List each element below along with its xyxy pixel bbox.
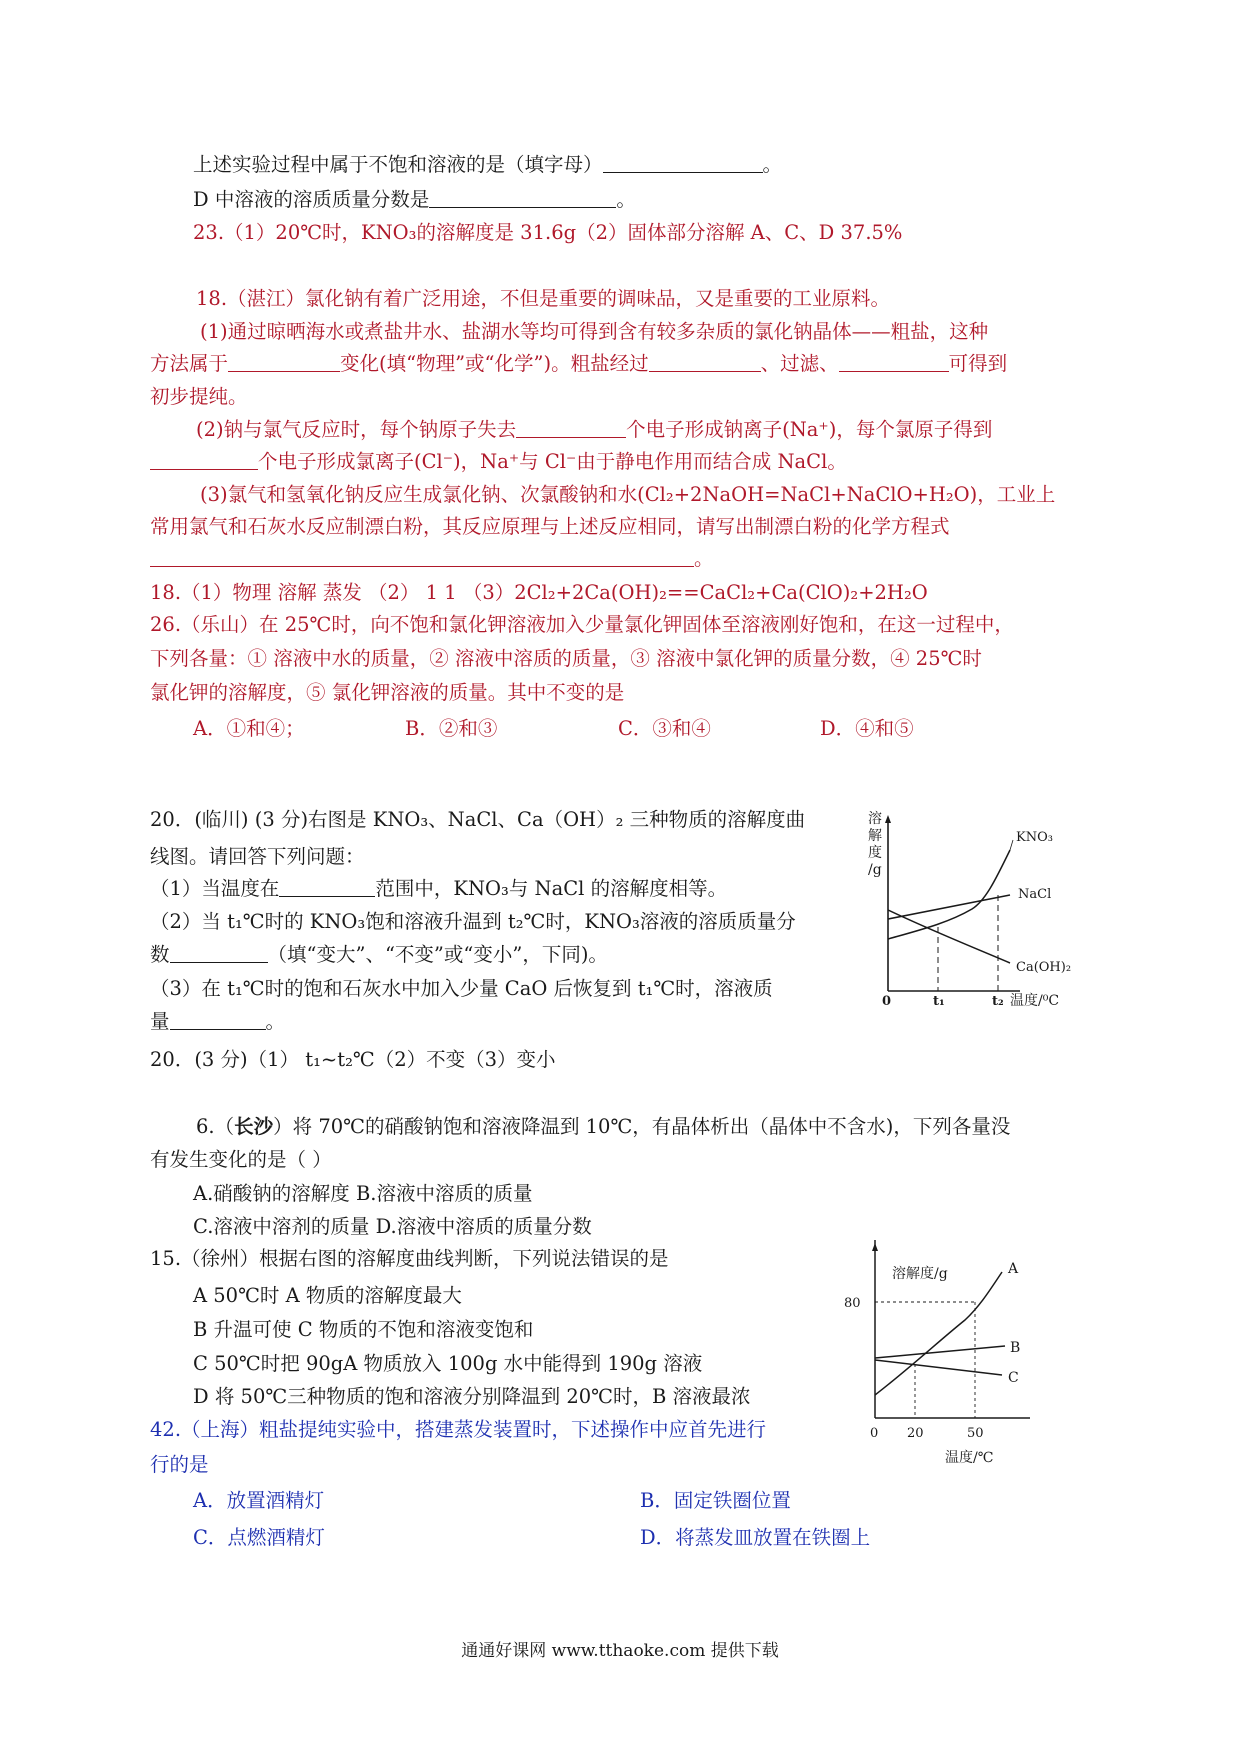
q6-line2: 有发生变化的是（ ）: [150, 1148, 332, 1171]
chart2-label-b: B: [1010, 1340, 1021, 1356]
q15-option-b: B 升温可使 C 物质的不饱和溶液变饱和: [193, 1318, 534, 1341]
q20-l5-text-b: （填“变大”、“不变”或“变小”，下同)。: [267, 943, 608, 966]
answer-blank: [279, 876, 375, 897]
chart2-x0: 0: [870, 1426, 879, 1441]
solubility-chart-2: [840, 1240, 1045, 1470]
q42-option-d: D．将蒸发皿放置在铁圈上: [640, 1526, 871, 1549]
chart2-ylabel: 溶解度/g: [892, 1266, 948, 1282]
q18-title: 18.（湛江）氯化钠有着广泛用途，不但是重要的调味品，又是重要的工业原料。: [196, 287, 891, 310]
chart2-label-c: C: [1008, 1370, 1019, 1386]
q26-line1: 26.（乐山）在 25℃时，向不饱和氯化钾溶液加入少量氯化钾固体至溶液刚好饱和，在这一过程中，: [150, 613, 1014, 636]
chart1-t2-label: t₂: [992, 994, 1004, 1009]
q18-p3-line2: 常用氯气和石灰水反应制漂白粉，其反应原理与上述反应相同，请写出制漂白粉的化学方程式: [150, 515, 950, 538]
q26-line3: 氯化钾的溶解度，⑤ 氯化钾溶液的质量。其中不变的是: [150, 681, 625, 704]
answer-blank: [839, 351, 949, 372]
q42-line1: 42.（上海）粗盐提纯实验中，搭建蒸发装置时，下述操作中应首先进行: [150, 1418, 767, 1441]
q20-l5-text-a: 数: [150, 943, 170, 966]
q26-option-a: A．①和④；: [193, 717, 305, 740]
chart1-y-arrow: [885, 815, 891, 823]
q20-line1: 20．(临川) (3 分)右图是 KNO₃、NaCl、Ca（OH）₂ 三种物质的溶解度曲: [150, 808, 806, 831]
q23-line1-text: 上述实验过程中属于不饱和溶液的是（填字母）: [193, 153, 603, 176]
q20-line5: [150, 941, 608, 969]
answer-blank: [228, 351, 340, 372]
answer-blank: [170, 1009, 266, 1030]
q18-answer: 18.（1）物理 溶解 蒸发 （2） 1 1 （3）2Cl₂+2Ca(OH)₂==CaCl₂+Ca(ClO)₂+2H₂O: [150, 581, 928, 604]
answer-blank: [150, 449, 258, 470]
q26-line2: 下列各量：① 溶液中水的质量，② 溶液中溶质的质量，③ 溶液中氯化钾的质量分数，④ 25℃时: [150, 647, 982, 670]
chart2-curve-c: [875, 1360, 1002, 1375]
q23-line2: [193, 186, 636, 214]
q42-option-c: C．点燃酒精灯: [193, 1526, 325, 1549]
chart1-nacl-curve: [888, 895, 1010, 919]
q18-p1-line1: (1)通过晾晒海水或煮盐井水、盐湖水等均可得到含有较多杂质的氯化钠晶体——粗盐，这种: [200, 320, 989, 343]
chart1-kno3-curve: [888, 850, 1010, 939]
q20-line3: [150, 875, 727, 903]
q23-line2-end: 。: [616, 188, 636, 211]
q18-p2-text-b: 个电子形成钠离子(Na⁺)，每个氯原子得到: [626, 418, 993, 441]
chart1-label-kno3: KNO₃: [1016, 830, 1053, 845]
q20-l3-text-b: 范围中，KNO₃与 NaCl 的溶解度相等。: [375, 877, 728, 900]
chart1-ylabel-1: 溶: [868, 811, 882, 827]
q18-p1-line3: 初步提纯。: [150, 385, 248, 408]
q42-option-b: B．固定铁圈位置: [640, 1489, 791, 1512]
chart1-xlabel: 温度/⁰C: [1010, 993, 1060, 1009]
q15-option-a: A 50℃时 A 物质的溶解度最大: [193, 1284, 462, 1307]
chart2-x20: 20: [907, 1426, 924, 1441]
q18-p1-text-d: 可得到: [948, 352, 1008, 375]
chart1-label-nacl: NaCl: [1018, 887, 1052, 902]
q20-answer: 20．(3 分)（1） t₁~t₂℃（2）不变（3）变小: [150, 1048, 556, 1071]
q26-option-d: D．④和⑤: [820, 717, 914, 740]
q18-p3-end: 。: [694, 547, 714, 570]
page-footer: 通通好课网 www.tthaoke.com 提供下载: [461, 1641, 779, 1661]
q6-line3: A.硝酸钠的溶解度 B.溶液中溶质的质量: [193, 1182, 533, 1205]
q15-line1: 15.（徐州）根据右图的溶解度曲线判断，下列说法错误的是: [150, 1247, 669, 1270]
q6-line1: [196, 1113, 1010, 1141]
q18-p1-text-b: 变化(填“物理”或“化学”)。粗盐经过: [340, 352, 649, 375]
q6-text-a: 6.（: [196, 1115, 235, 1138]
q23-answer: 23.（1）20℃时，KNO₃的溶解度是 31.6g（2）固体部分溶解 A、C、D 37.5%: [193, 221, 903, 244]
q15-option-c: C 50℃时把 90gA 物质放入 100g 水中能得到 190g 溶液: [193, 1352, 703, 1375]
chart1-ylabel-4: /g: [868, 862, 882, 878]
q15-option-d: D 将 50℃三种物质的饱和溶液分别降温到 20℃时，B 溶液最浓: [193, 1385, 751, 1408]
q26-option-b: B．②和③: [405, 717, 498, 740]
chart2-xlabel: 温度/℃: [945, 1450, 994, 1466]
q20-l3-text-a: （1）当温度在: [150, 877, 280, 900]
answer-blank: [516, 417, 626, 438]
q18-p2-line1: [196, 416, 992, 444]
chart2-curve-a: [875, 1272, 1002, 1395]
answer-blank: [170, 942, 268, 963]
q18-p1-text-a: 方法属于: [150, 352, 229, 375]
q20-line6: （3）在 t₁℃时的饱和石灰水中加入少量 CaO 后恢复到 t₁℃时，溶液质: [150, 977, 773, 1000]
q6-source-bold: 长沙: [234, 1115, 274, 1138]
q18-p1-line2: [150, 350, 1007, 378]
q6-text-b: ）将 70℃的硝酸钠饱和溶液降温到 10℃，有晶体析出（晶体中不含水)，下列各量没: [273, 1115, 1011, 1138]
q18-p2-line2: [150, 448, 847, 476]
answer-blank: [603, 152, 763, 173]
answer-blank: [649, 351, 761, 372]
q20-line7: [150, 1008, 285, 1036]
q20-l7-text-a: 量: [150, 1010, 170, 1033]
q20-l7-text-b: 。: [265, 1010, 286, 1033]
q23-line1-end: 。: [762, 153, 783, 176]
chart2-curve-b: [875, 1346, 1005, 1358]
chart1-label-caoh2: Ca(OH)₂: [1016, 960, 1072, 975]
chart2-x50: 50: [967, 1426, 984, 1441]
q20-line4: （2）当 t₁℃时的 KNO₃饱和溶液升温到 t₂℃时，KNO₃溶液的溶质质量分: [150, 910, 796, 933]
chart1-kno3-leader: [1010, 840, 1013, 850]
q18-p3-line3: [150, 545, 714, 573]
q20-line2: 线图。请回答下列问题：: [150, 845, 365, 868]
q42-line2: 行的是: [150, 1453, 209, 1476]
q18-p2-text-c: 个电子形成氯离子(Cl⁻)，Na⁺与 Cl⁻由于静电作用而结合成 NaCl。: [258, 450, 847, 473]
q18-p2-text-a: (2)钠与氯气反应时，每个钠原子失去: [196, 418, 517, 441]
q42-option-a: A．放置酒精灯: [193, 1489, 325, 1512]
q23-line2-text: D 中溶液的溶质质量分数是: [193, 188, 430, 211]
chart2-y80: 80: [844, 1296, 861, 1311]
chart1-ylabel-2: 解: [868, 828, 882, 844]
chart2-y-arrow: [872, 1243, 878, 1251]
q18-p1-text-c: 、过滤、: [760, 352, 839, 375]
chart1-ylabel-3: 度: [868, 845, 882, 861]
solubility-chart-1: [860, 805, 1085, 1010]
q18-p3-line1: (3)氯气和氢氧化钠反应生成氯化钠、次氯酸钠和水(Cl₂+2NaOH=NaCl+NaClO+H₂O)，工业上: [200, 483, 1056, 506]
q23-line1: [193, 151, 782, 179]
answer-blank: [429, 187, 616, 208]
chart1-axes: [885, 815, 1020, 991]
q6-line4: C.溶液中溶剂的质量 D.溶液中溶质的质量分数: [193, 1215, 592, 1238]
chart2-label-a: A: [1008, 1261, 1019, 1277]
chart1-t1-label: t₁: [933, 994, 945, 1009]
answer-blank: [150, 546, 694, 567]
q26-option-c: C．③和④: [618, 717, 711, 740]
chart1-origin: 0: [882, 994, 892, 1009]
chart1-caoh2-curve: [888, 910, 1010, 963]
